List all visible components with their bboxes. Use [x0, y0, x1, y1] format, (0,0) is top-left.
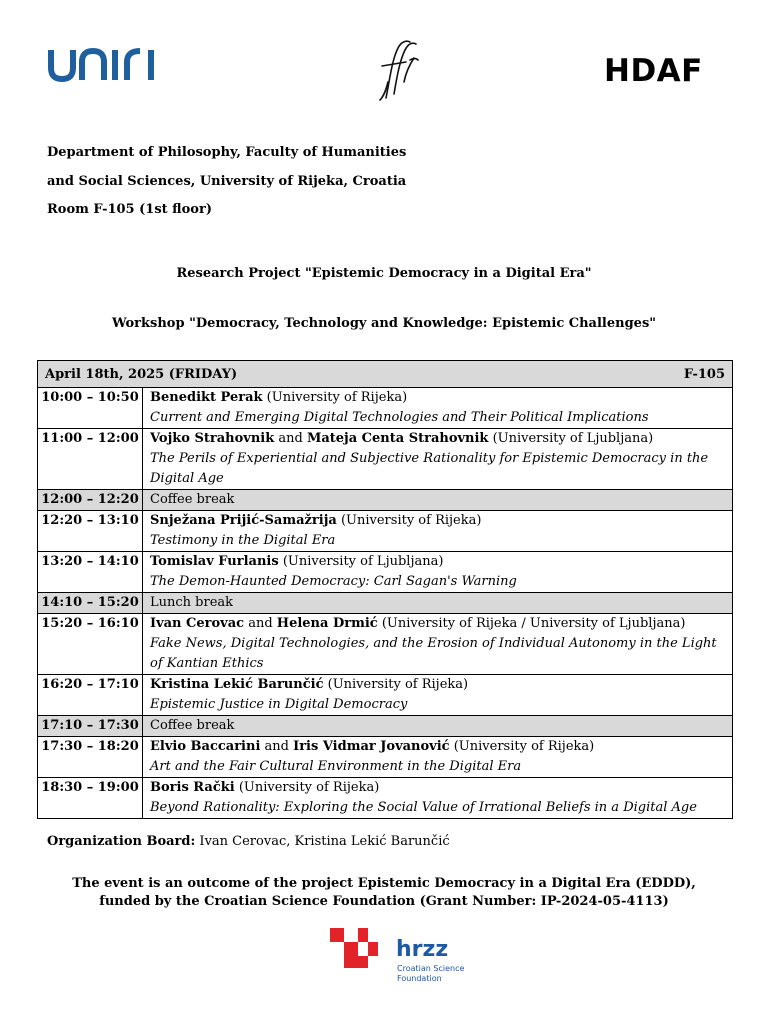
hrzz-subtitle-1: Croatian Science [397, 964, 465, 973]
talk-title: Current and Emerging Digital Technologies and Their Political Implications [150, 410, 649, 425]
talk-title: Beyond Rationality: Exploring the Social Value of Irrational Beliefs in a Digital Age [150, 800, 697, 815]
slot-time: 14:10 – 15:20 [41, 595, 139, 610]
slot-time: 11:00 – 12:00 [41, 431, 139, 446]
talk-title: Fake News, Digital Technologies, and the Erosion of Individual Autonomy in the Light of Kantian Ethics [150, 636, 717, 671]
funding-line-1: The event is an outcome of the project Epistemic Democracy in a Digital Era (EDDD), [72, 876, 696, 891]
slot-time: 16:20 – 17:10 [41, 677, 139, 692]
address-line-2: and Social Sciences, University of Rijeka, Croatia [47, 174, 407, 189]
slot-time: 12:20 – 13:10 [41, 513, 139, 528]
slot-time: 17:10 – 17:30 [41, 718, 139, 733]
speaker-affiliation: (University of Ljubljana) [488, 431, 654, 446]
hrzz-wordmark: hrzz [396, 937, 449, 962]
break-row [38, 593, 733, 614]
talk-title: Testimony in the Digital Era [150, 533, 336, 548]
address-line-1: Department of Philosophy, Faculty of Humanities [47, 145, 407, 160]
speaker-affiliation: (University of Rijeka / University of Ljubljana) [377, 616, 686, 631]
table-row [38, 388, 733, 429]
slot-time: 12:00 – 12:20 [41, 492, 139, 507]
speaker-name: Snježana Prijić-Samažrija [150, 513, 337, 528]
slot-time: 15:20 – 16:10 [41, 616, 139, 631]
funding-line-2: funded by the Croatian Science Foundation (Grant Number: IP-2024-05-4113) [99, 894, 669, 909]
table-row [38, 552, 733, 593]
address-line-3: Room F-105 (1st floor) [47, 202, 212, 217]
uniri-logo [48, 48, 170, 82]
talk-title: The Demon-Haunted Democracy: Carl Sagan's Warning [150, 574, 517, 589]
hrzz-subtitle-2: Foundation [397, 974, 442, 983]
break-label: Coffee break [150, 492, 235, 507]
speaker-affiliation: (University of Rijeka) [234, 780, 380, 795]
speaker-affiliation: (University of Rijeka) [336, 513, 482, 528]
table-row [38, 675, 733, 716]
table-row [38, 614, 733, 675]
speaker-name: Tomislav Furlanis [150, 554, 279, 569]
break-label: Coffee break [150, 718, 235, 733]
speaker-name: Iris Vidmar Jovanović [293, 739, 450, 754]
speaker-affiliation: (University of Rijeka) [449, 739, 595, 754]
break-row [38, 716, 733, 737]
talk-title: Art and the Fair Cultural Environment in the Digital Era [150, 759, 522, 774]
speaker-name: Mateja Centa Strahovnik [306, 431, 489, 446]
speaker-conjunction: and [260, 739, 294, 754]
speaker-name: Boris Rački [150, 780, 235, 795]
speaker-name: Helena Drmić [276, 616, 378, 631]
speaker-name: Vojko Strahovnik [150, 431, 275, 446]
slot-time: 18:30 – 19:00 [41, 780, 139, 795]
speaker-name: Benedikt Perak [150, 390, 263, 405]
speaker-name: Ivan Cerovac [150, 616, 245, 631]
slot-time: 17:30 – 18:20 [41, 739, 139, 754]
speaker-affiliation: (University of Rijeka) [262, 390, 408, 405]
speaker-affiliation: (University of Rijeka) [323, 677, 469, 692]
organization-names: Ivan Cerovac, Kristina Lekić Barunčić [195, 834, 450, 849]
organization-label: Organization Board: [47, 834, 196, 849]
speaker-affiliation: (University of Ljubljana) [278, 554, 444, 569]
talk-title: Epistemic Justice in Digital Democracy [150, 697, 408, 712]
speaker-conjunction: and [244, 616, 277, 631]
ffri-logo [376, 38, 422, 102]
hdaf-logo: HDAF [604, 53, 703, 89]
hrzz-logo [330, 926, 470, 986]
break-row [38, 490, 733, 511]
table-row [38, 511, 733, 552]
speaker-name: Elvio Baccarini [150, 739, 261, 754]
slot-time: 13:20 – 14:10 [41, 554, 139, 569]
talk-title: The Perils of Experiential and Subjective Rationality for Epistemic Democracy in the Digital Age [150, 451, 709, 486]
table-row [38, 429, 733, 490]
schedule-date: April 18th, 2025 (FRIDAY) [45, 366, 238, 382]
schedule-room: F-105 [683, 366, 725, 382]
workshop-title: Workshop "Democracy, Technology and Knowledge: Epistemic Challenges" [111, 316, 657, 331]
organization-board [47, 834, 450, 849]
table-row [38, 737, 733, 778]
break-label: Lunch break [150, 595, 234, 610]
schedule-table [37, 360, 733, 819]
speaker-name: Kristina Lekić Barunčić [150, 677, 324, 692]
speaker-conjunction: and [274, 431, 307, 446]
slot-time: 10:00 – 10:50 [41, 390, 139, 405]
table-row [38, 778, 733, 819]
hrzz-checker-icon [330, 928, 378, 968]
schedule-header-row [38, 361, 733, 388]
project-title: Research Project "Epistemic Democracy in a Digital Era" [176, 266, 592, 281]
